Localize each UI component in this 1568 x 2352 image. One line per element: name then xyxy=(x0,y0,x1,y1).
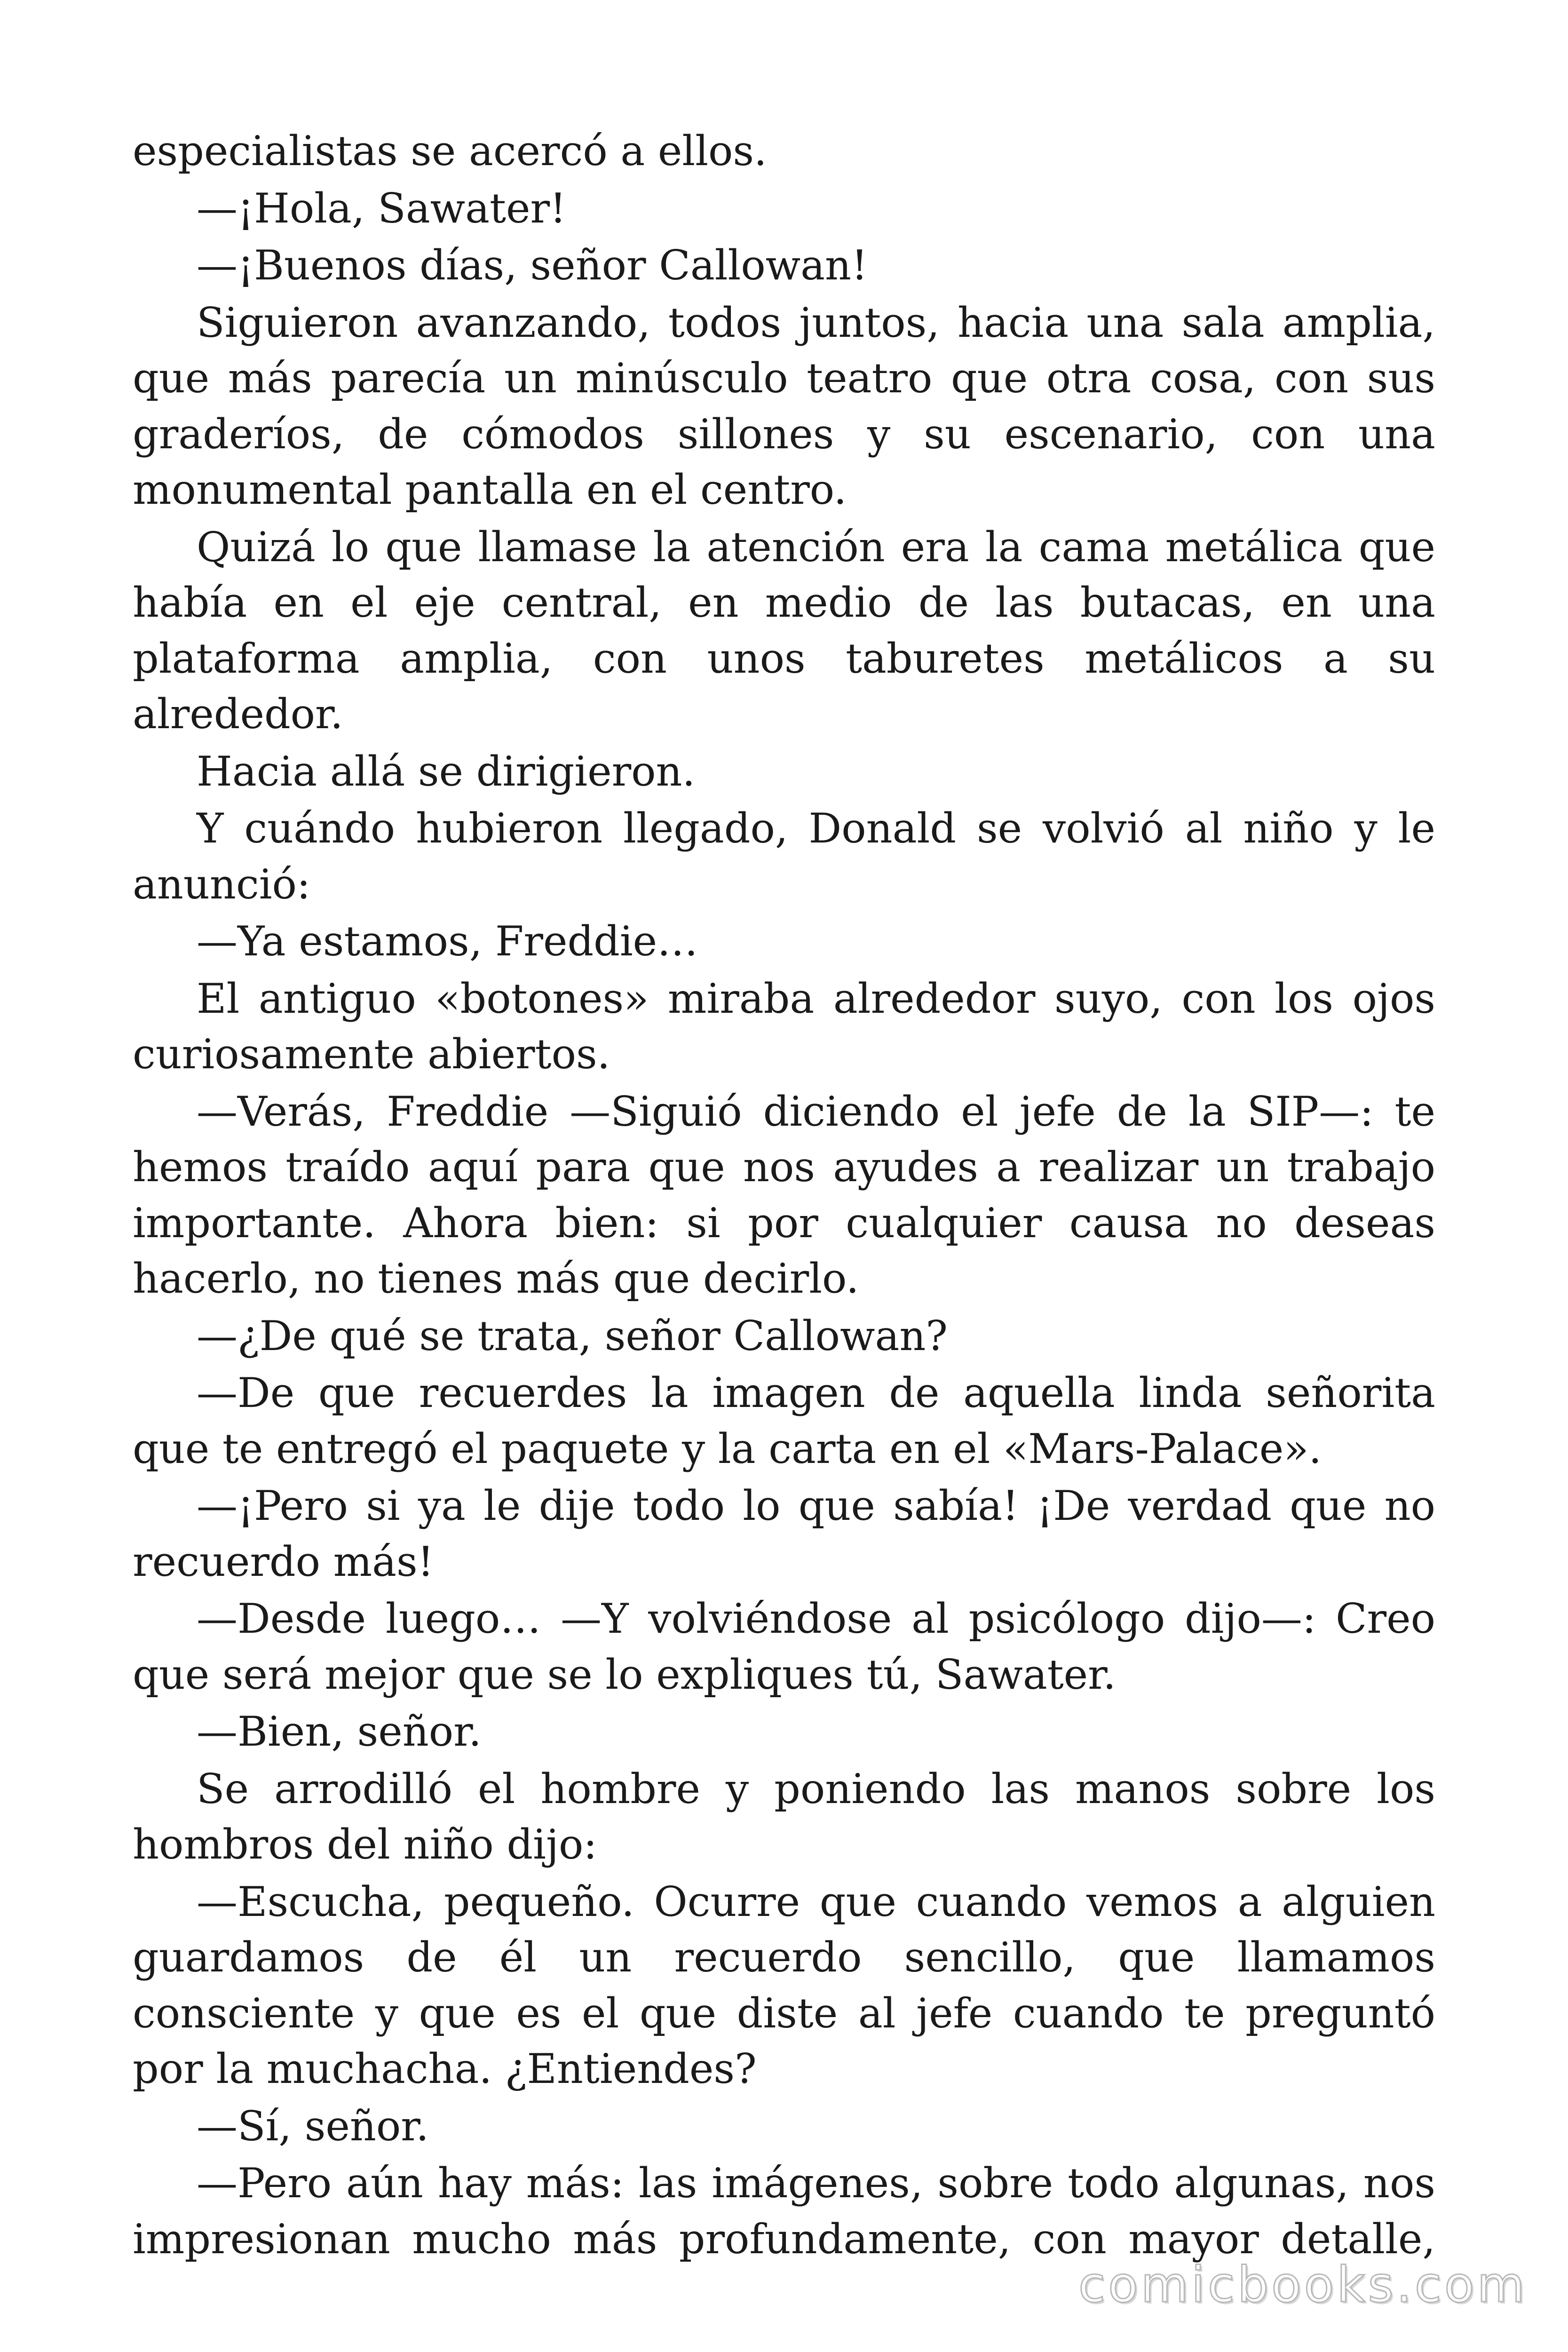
paragraph: —Verás, Freddie —Siguió diciendo el jefe de la SIP—: te hemos traído aquí para que nos ayudes a realizar un trabajo importante. Ahora bien: si por cualquier causa no deseas hacerlo, no tienes más que decirlo. xyxy=(133,1087,1435,1303)
watermark-logo: comicbooks.com xyxy=(1078,2256,1528,2313)
paragraph: Y cuándo hubieron llegado, Donald se volvió al niño y le anunció: xyxy=(133,804,1435,908)
body-text xyxy=(133,123,1435,2268)
paragraph: —¡Buenos días, señor Callowan! xyxy=(197,241,868,289)
paragraph: —¡Hola, Sawater! xyxy=(197,184,567,232)
paragraph: —Desde luego… —Y volviéndose al psicólogo dijo—: Creo que será mejor que se lo expliques tú, Sawater. xyxy=(133,1595,1435,1699)
paragraph: —De que recuerdes la imagen de aquella linda señorita que te entregó el paquete y la carta en el «Mars-Palace». xyxy=(133,1369,1435,1473)
paragraph: Siguieron avanzando, todos juntos, hacia una sala amplia, que más parecía un minúsculo teatro que otra cosa, con sus graderíos, de cómodos sillones y su escenario, con una monumental pantalla en el centro. xyxy=(133,298,1435,514)
paragraph: —¡Pero si ya le dije todo lo que sabía! ¡De verdad que no recuerdo más! xyxy=(133,1482,1435,1586)
paragraph: —Bien, señor. xyxy=(197,1708,482,1756)
paragraph: Quizá lo que llamase la atención era la cama metálica que había en el eje central, en medio de las butacas, en una plataforma amplia, con unos taburetes metálicos a su alrededor. xyxy=(133,523,1435,738)
paragraph: especialistas se acercó a ellos. xyxy=(133,127,767,175)
paragraph: Hacia allá se dirigieron. xyxy=(197,747,696,795)
paragraph: —Sí, señor. xyxy=(197,2102,429,2150)
paragraph: El antiguo «botones» miraba alrededor suyo, con los ojos curiosamente abiertos. xyxy=(133,974,1435,1078)
paragraph-continued: —Pero aún hay más: las imágenes, sobre todo algunas, nos impresionan mucho más profundamente, con mayor detalle, xyxy=(133,2159,1435,2263)
paragraph: —Escucha, pequeño. Ocurre que cuando vemos a alguien guardamos de él un recuerdo sencillo, que llamamos consciente y que es el que diste al jefe cuando te preguntó por la muchacha. ¿Entiendes? xyxy=(133,1877,1435,2093)
paragraph: Se arrodilló el hombre y poniendo las manos sobre los hombros del niño dijo: xyxy=(133,1764,1435,1868)
paragraph: —Ya estamos, Freddie… xyxy=(197,917,698,965)
paragraph: —¿De qué se trata, señor Callowan? xyxy=(197,1311,948,1360)
